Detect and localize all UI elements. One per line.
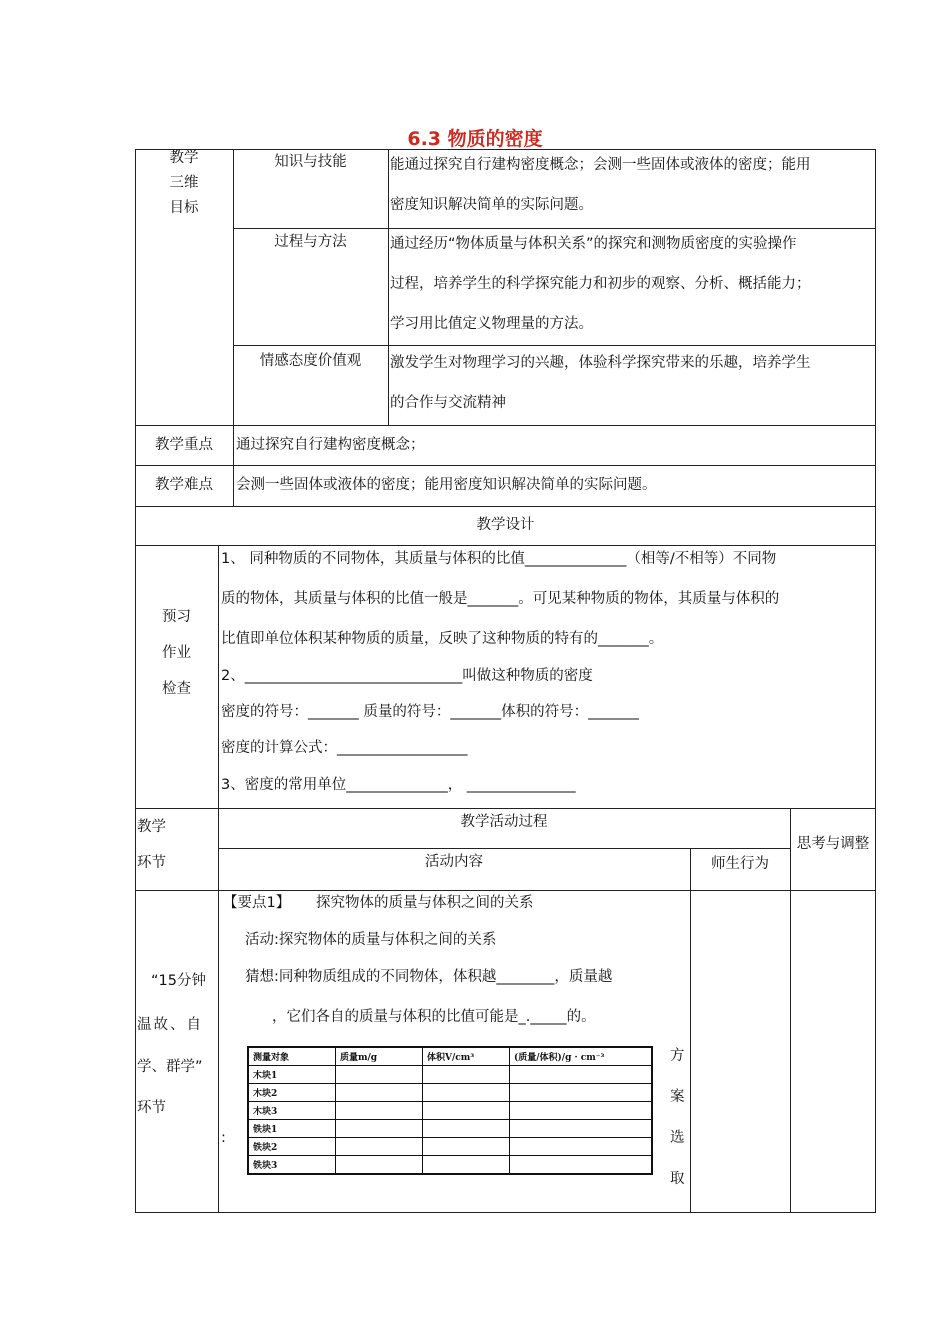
objective-label-process: 过程与方法 [274, 234, 347, 250]
table-cell: 木块2 [248, 1084, 336, 1102]
teacher-student-header: 师生行为 [711, 856, 769, 872]
stage1-label-line: “15分钟 [151, 973, 206, 989]
objective-text-line: 能通过探究自行建构密度概念；会测一些固体或液体的密度；能用 [390, 157, 811, 173]
table-cell [336, 1156, 423, 1175]
table-cell: 木块3 [248, 1102, 336, 1120]
side-char: 取 [670, 1171, 685, 1187]
table-cell [336, 1084, 423, 1102]
objectives-header-line: 教学 [169, 150, 199, 166]
table-cell [423, 1156, 510, 1175]
table-cell [336, 1066, 423, 1084]
preview-line: 密度的计算公式：__________________ [221, 740, 468, 756]
table-cell [510, 1156, 653, 1175]
preview-line: 质的物体，其质量与体积的比值一般是_______。可见某种物质的物体，其质量与体积的 [221, 591, 780, 607]
table-cell [510, 1102, 653, 1120]
objective-text-line: 激发学生对物理学习的兴趣，体验科学探究带来的乐趣，培养学生 [390, 355, 811, 371]
table-cell: 铁块2 [248, 1138, 336, 1156]
key-point-text: 通过探究自行建构密度概念； [236, 437, 425, 453]
table-cell: 铁块1 [248, 1120, 336, 1138]
stage1-label-line: 温故、自 [137, 1017, 203, 1033]
stage1-label-line: 学、群学” [137, 1059, 203, 1075]
preview-line: 1、 同种物质的不同物体，其质量与体积的比值______________（相等/不相等）不同物 [221, 551, 777, 567]
table-header-cell: 质量m/g [336, 1047, 423, 1066]
preview-line: 比值即单位体积某种物质的质量，反映了这种物质的特有的_______。 [221, 631, 664, 647]
table-cell [510, 1084, 653, 1102]
objective-text-line: 学习用比值定义物理量的方法。 [390, 316, 593, 332]
table-cell [423, 1084, 510, 1102]
objective-label-knowledge: 知识与技能 [274, 154, 347, 170]
table-row [248, 1138, 652, 1156]
preview-label-line: 预习 [162, 609, 191, 625]
table-cell: 木块1 [248, 1066, 336, 1084]
activity-process-header: 教学活动过程 [460, 814, 548, 830]
guess-line: ，它们各自的质量与体积的比值可能是_._____的。 [272, 1009, 596, 1025]
table-cell [336, 1138, 423, 1156]
table-cell [423, 1102, 510, 1120]
table-cell [510, 1066, 653, 1084]
preview-line: 3、密度的常用单位______________， _______________ [221, 777, 576, 793]
measurement-table [247, 1046, 653, 1175]
table-cell [423, 1066, 510, 1084]
objective-text-line: 通过经历“物体质量与体积关系”的探究和测物质密度的实验操作 [390, 236, 797, 252]
table-header-row [248, 1047, 652, 1066]
side-char: 方 [670, 1048, 685, 1064]
difficult-point-text: 会测一些固体或液体的密度；能用密度知识解决简单的实际问题。 [236, 477, 657, 493]
table-row [248, 1084, 652, 1102]
stage-label-line: 教学 [137, 819, 166, 835]
key-point-label: 教学重点 [155, 437, 213, 453]
table-header-cell: 体积V/cm³ [423, 1047, 510, 1066]
table-cell: 铁块3 [248, 1156, 336, 1175]
side-char: 选 [670, 1130, 685, 1146]
colon-mark: : [221, 1130, 226, 1146]
stage1-label-line: 环节 [137, 1100, 166, 1116]
table-cell [510, 1138, 653, 1156]
guess-line: 猜想:同种物质组成的不同物体，体积越________，质量越 [245, 969, 613, 985]
table-row [248, 1066, 652, 1084]
table-row [248, 1102, 652, 1120]
objective-text-line: 密度知识解决简单的实际问题。 [390, 197, 593, 213]
table-row [248, 1120, 652, 1138]
objective-label-attitude: 情感态度价值观 [259, 353, 362, 369]
table-cell [423, 1138, 510, 1156]
table-cell [336, 1120, 423, 1138]
preview-line: 2、______________________________叫做这种物质的密度 [221, 668, 593, 684]
activity-content-header: 活动内容 [425, 854, 483, 870]
table-cell [423, 1120, 510, 1138]
point-tag: 【要点1】 [223, 895, 291, 911]
objectives-header-line: 目标 [169, 200, 199, 216]
table-row [248, 1156, 652, 1175]
preview-line: 密度的符号：_______ 质量的符号：_______体积的符号：_______ [221, 704, 639, 720]
objective-text-line: 的合作与交流精神 [390, 395, 506, 411]
preview-label-line: 作业 [162, 645, 191, 661]
stage-label-line: 环节 [137, 855, 166, 871]
page-title: 6.3 物质的密度 [407, 128, 543, 150]
objective-text-line: 过程，培养学生的科学探究能力和初步的观察、分析、概括能力； [390, 276, 811, 292]
objectives-header-line: 三维 [169, 175, 199, 191]
table-header-cell: (质量/体积)/g · cm⁻³ [510, 1047, 653, 1066]
table-cell [510, 1120, 653, 1138]
difficult-point-label: 教学难点 [155, 477, 213, 493]
design-header: 教学设计 [476, 517, 535, 533]
preview-label-line: 检查 [162, 681, 191, 697]
side-char: 案 [670, 1089, 685, 1105]
activity-line: 活动:探究物体的质量与体积之间的关系 [245, 932, 497, 948]
table-cell [336, 1102, 423, 1120]
reflection-header: 思考与调整 [796, 836, 870, 852]
table-header-cell: 测量对象 [248, 1047, 336, 1066]
point-title: 探究物体的质量与体积之间的关系 [316, 895, 534, 911]
